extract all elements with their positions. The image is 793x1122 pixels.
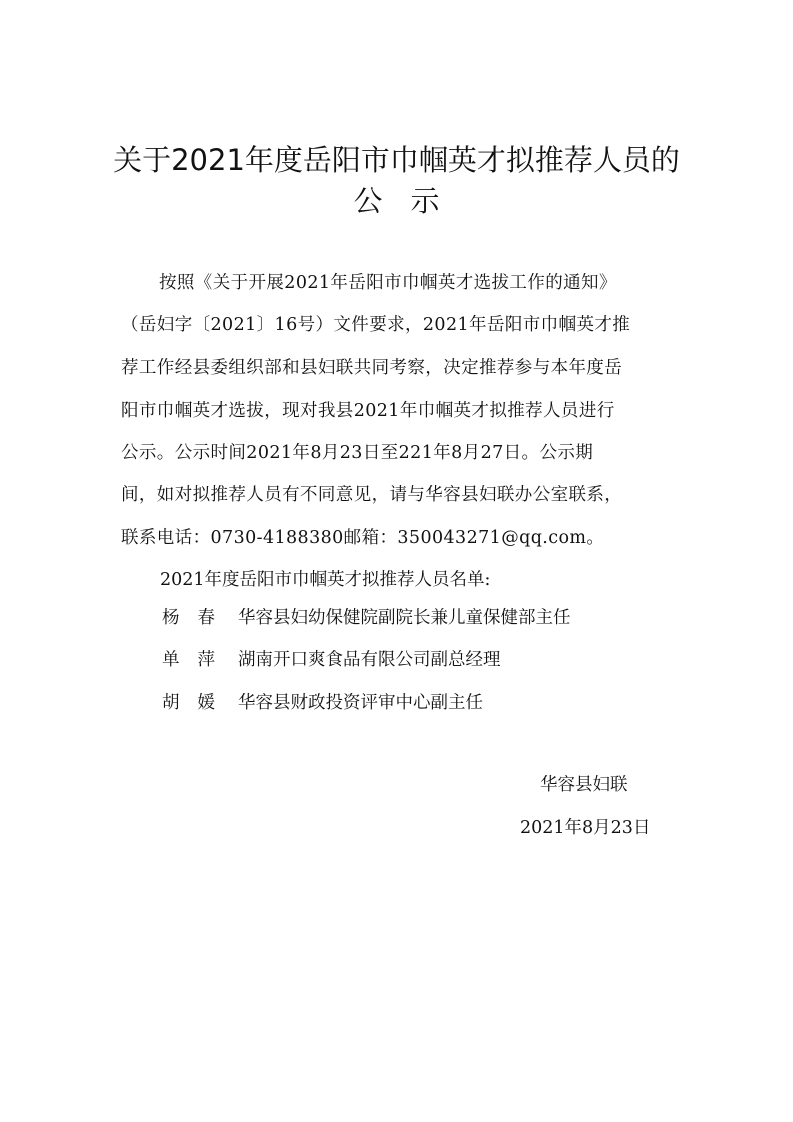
nominee-name: 单萍 <box>162 650 233 670</box>
body-line: 间，如对拟推荐人员有不同意见，请与华容县妇联办公室联系， <box>121 485 623 505</box>
notice-body <box>121 268 676 548</box>
nominee-position: 华容县妇幼保健院副院长兼儿童保健部主任 <box>238 608 571 628</box>
document-subtitle: 公示 <box>353 184 468 218</box>
signature-org: 华容县妇联 <box>540 775 628 795</box>
body-line: 阳市巾帼英才选拔，现对我县2021年巾帼英才拟推荐人员进行 <box>121 401 615 421</box>
body-line: 荐工作经县委组织部和县妇联共同考察，决定推荐参与本年度岳 <box>121 358 623 378</box>
nominee-row <box>162 603 571 633</box>
list-heading: 2021年度岳阳市巾帼英才拟推荐人员名单: <box>160 570 491 590</box>
signature-date: 2021年8月23日 <box>520 818 651 838</box>
body-line: 公示。公示时间2021年8月23日至221年8月27日。公示期 <box>121 443 594 463</box>
nominee-position: 湖南开口爽食品有限公司副总经理 <box>238 650 501 670</box>
nominee-row <box>162 688 483 718</box>
body-line: 按照《关于开展2021年岳阳市巾帼英才选拔工作的通知》 <box>159 273 617 293</box>
nominee-position: 华容县财政投资评审中心副主任 <box>238 693 483 713</box>
nominee-name: 胡媛 <box>162 693 233 713</box>
body-line: 联系电话：0730-4188380邮箱：350043271@qq.com。 <box>121 528 605 548</box>
body-line: （岳妇字〔2021〕16号）文件要求，2021年岳阳市巾帼英才推 <box>121 315 631 335</box>
nominee-name: 杨春 <box>162 608 233 628</box>
nominee-row <box>162 645 501 675</box>
document-title: 关于2021年度岳阳市巾帼英才拟推荐人员的 <box>113 143 680 177</box>
